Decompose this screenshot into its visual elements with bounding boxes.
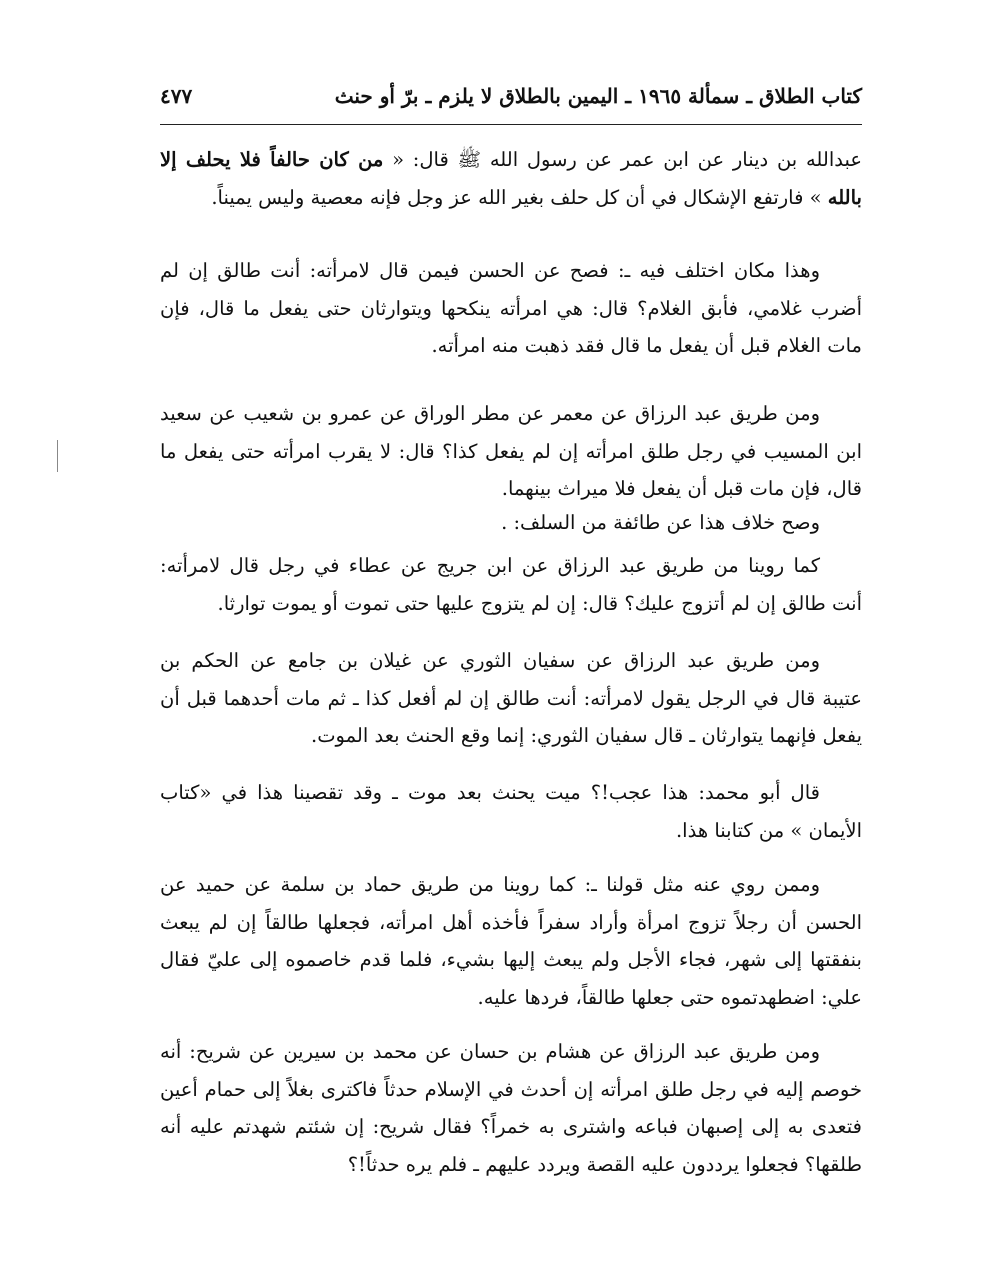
text-segment: الأيمان » من كتابنا هذا. [675, 818, 862, 842]
text-line [160, 470, 862, 508]
scan-mark [57, 440, 58, 472]
text-line [160, 395, 862, 433]
text-segment: أنت طالق إن لم أتزوج عليك؟ قال: إن لم يتزوج عليها حتى تموت أو يموت توارثا. [217, 591, 862, 615]
text-segment: علي: اضطهدتموه حتى جعلها طالقاً، فردها عليه. [477, 985, 862, 1009]
text-line [160, 433, 862, 471]
paragraph [160, 1033, 862, 1183]
paragraph [160, 866, 862, 1016]
text-segment: ابن المسيب في رجل طلق امرأته إن لم يفعل كذا؟ قال: لا يقرب امرأته حتى يفعل ما [160, 439, 862, 463]
text-segment: خوصم إليه في رجل طلق امرأته إن أحدث في الإسلام حدثاً فاكترى بغلاً إلى حمام أعين [160, 1077, 862, 1101]
text-segment: قال، فإن مات قبل أن يفعل فلا ميراث بينهما. [501, 477, 862, 500]
text-line [160, 717, 862, 755]
hadith-quote: بالله [827, 185, 862, 209]
paragraph [160, 141, 862, 216]
text-line [160, 504, 862, 542]
paragraph [160, 642, 862, 755]
text-segment: الحسن أن رجلاً تزوج امرأة وأراد سفراً فأخذه أهل امرأته، فجعلها طالقاً إن لم يبعث [160, 910, 862, 934]
text-segment: فتعدى به إلى إصبهان فباعه واشترى به خمراً؟ فقال شريح: إن شئتم شهدتم عليه أنه [160, 1115, 862, 1138]
text-line [160, 941, 862, 979]
paragraph [160, 547, 862, 622]
paragraph [160, 395, 862, 508]
text-segment: وصح خلاف هذا عن طائفة من السلف: . [501, 511, 820, 534]
text-segment: مات الغلام قبل أن يفعل ما قال فقد ذهبت منه امرأته. [431, 334, 862, 357]
text-segment: أضرب غلامي، فأبق الغلام؟ قال: هي امرأته ينكحها ويتوارثان حتى يفعل ما قال، فإن [160, 296, 862, 320]
text-segment: ومن طريق عبد الرزاق عن سفيان الثوري عن غيلان بن جامع عن الحكم بن [160, 649, 820, 672]
text-line [160, 327, 862, 365]
text-line [160, 680, 862, 718]
text-line [160, 1033, 862, 1071]
text-line [160, 904, 862, 942]
header-rule [160, 124, 862, 125]
header-title: كتاب الطلاق ـ سمألة ١٩٦٥ ـ اليمين بالطلاق لا يلزم ـ برّ أو حنث [334, 84, 862, 108]
text-segment: عبدالله بن دينار عن ابن عمر عن رسول الله ﷺ قال: « [383, 148, 862, 171]
running-header [160, 84, 862, 120]
text-line [160, 812, 862, 850]
text-line [160, 1108, 862, 1146]
text-line [160, 585, 862, 623]
text-segment: ومن طريق عبد الرزاق عن هشام بن حسان عن محمد بن سيرين عن شريح: أنه [160, 1040, 820, 1063]
text-segment: » فارتفع الإشكال في أن كل حلف بغير الله عز وجل فإنه معصية وليس يميناً. [211, 185, 828, 209]
text-line [160, 252, 862, 290]
text-segment: عتيبة قال في الرجل يقول لامرأته: أنت طالق إن لم أفعل كذا ـ ثم مات أحدهما قبل أن [160, 686, 862, 710]
text-line [160, 1146, 862, 1184]
text-line [160, 642, 862, 680]
text-segment: كما روينا من طريق عبد الرزاق عن ابن جريج عن عطاء في رجل قال لامرأته: [160, 554, 820, 577]
text-segment: وهذا مكان اختلف فيه ـ: فصح عن الحسن فيمن قال لامرأته: أنت طالق إن لم [160, 259, 820, 282]
paragraph [160, 504, 862, 542]
text-segment: بنفقتها إلى شهر، فجاء الأجل ولم يبعث إليها بشيء، فلما قدم خاصموه إلى عليّ فقال [160, 948, 862, 971]
page-number: ٤٧٧ [160, 84, 193, 108]
text-line [160, 547, 862, 585]
paragraph [160, 252, 862, 365]
text-line [160, 774, 862, 812]
hadith-quote: من كان حالفاً فلا يحلف إلا [160, 148, 384, 171]
text-line [160, 866, 862, 904]
text-line [160, 1071, 862, 1109]
text-segment: وممن روي عنه مثل قولنا ـ: كما روينا من طريق حماد بن سلمة عن حميد عن [160, 873, 820, 896]
text-segment: يفعل فإنهما يتوارثان ـ قال سفيان الثوري: إنما وقع الحنث بعد الموت. [311, 724, 862, 747]
text-line [160, 141, 862, 179]
text-segment: طلقها؟ فجعلوا يرددون عليه القصة ويردد عليهم ـ فلم يره حدثاً!؟ [347, 1152, 862, 1176]
text-segment: قال أبو محمد: هذا عجب!؟ ميت يحنث بعد موت ـ وقد تقصينا هذا في «كتاب [160, 781, 820, 804]
text-line [160, 979, 862, 1017]
text-line [160, 290, 862, 328]
text-segment: ومن طريق عبد الرزاق عن معمر عن مطر الوراق عن عمرو بن شعيب عن سعيد [160, 402, 820, 425]
text-line [160, 179, 862, 217]
paragraph [160, 774, 862, 849]
